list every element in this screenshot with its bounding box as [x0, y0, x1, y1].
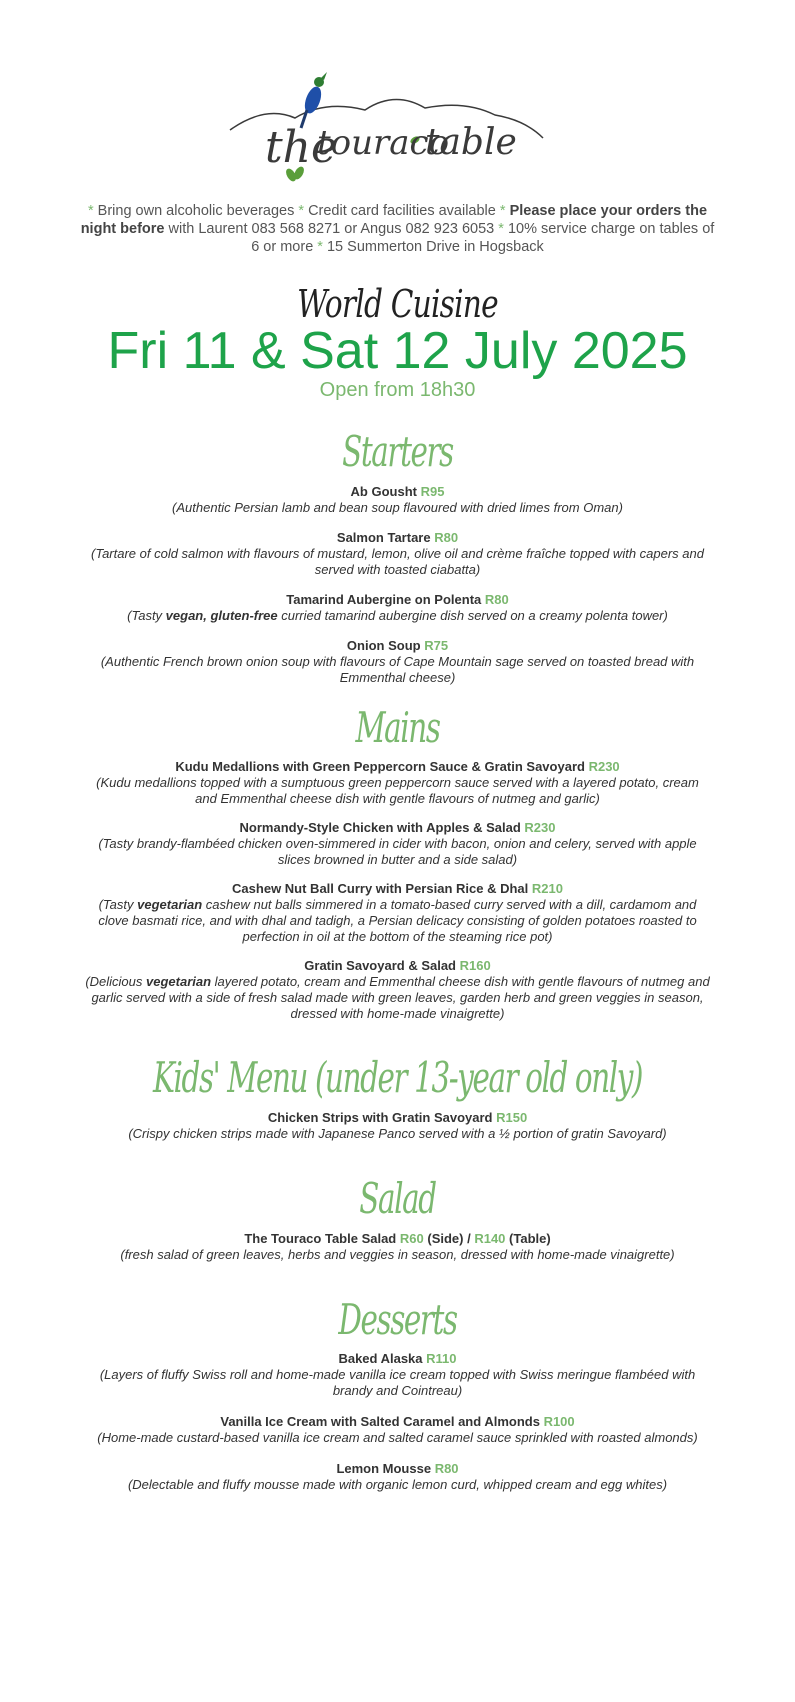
logo-text-table: table	[425, 122, 517, 163]
menu-item: Vanilla Ice Cream with Salted Caramel and Almonds R100 (Home-made custard-based vanilla ice cream and salted caramel sauce sprinkled with roasted almonds)	[97, 1414, 698, 1445]
cuisine-title: World Cuisine	[297, 282, 498, 326]
menu-item: Baked Alaska R110 (Layers of fluffy Swiss roll and home-made vanilla ice cream topped with Swiss meringue flambéed with brandy and Cointreau)	[99, 1351, 696, 1398]
menu-item: Tamarind Aubergine on Polenta R80 (Tasty vegan, gluten-free curried tamarind aubergine dish served on a creamy polenta tower)	[127, 592, 668, 623]
touraco-table-logo	[225, 70, 545, 195]
menu-item: Normandy-Style Chicken with Apples & Salad R230 (Tasty brandy-flambéed chicken oven-simmered in cider with bacon, onion and celery, served with apple slices browned in butter and a side salad)	[98, 820, 697, 867]
section-title-starters: Starters	[342, 427, 453, 476]
menu-item: Ab Gousht R95 (Authentic Persian lamb and bean soup flavoured with dried limes from Oman)	[172, 484, 623, 515]
menu-item: Lemon Mousse R80 (Delectable and fluffy mousse made with organic lemon curd, whipped cream and egg whites)	[127, 1461, 668, 1492]
opening-time: Open from 18h30	[319, 379, 476, 401]
menu-item: Kudu Medallions with Green Peppercorn Sauce & Gratin Savoyard R230 (Kudu medallions topped with a sumptuous green peppercorn sauce served with a layered potato, cream and Emmenthal cheese dish with gentle flavours of nutmeg and garlic)	[96, 759, 699, 806]
menu-item: Salmon Tartare R80 (Tartare of cold salmon with flavours of mustard, lemon, olive oil and crème fraîche topped with capers and served with toasted ciabatta)	[91, 530, 704, 577]
bird-icon	[301, 72, 327, 128]
menu-item: Chicken Strips with Gratin Savoyard R150 (Crispy chicken strips made with Japanese Panco served with a ½ portion of gratin Savoyard)	[128, 1110, 667, 1141]
info-text: * Bring own alcoholic beverages * Credit card facilities available * Please place your orders the night before with Laurent 083 568 8271 or Angus 082 923 6053 * 10% service charge on tables of 6 or more * 15 Summerton Drive in Hogsback	[80, 203, 715, 255]
event-dates: Fri 11 & Sat 12 July 2025	[107, 322, 688, 380]
logo-text-touraco: touraco	[317, 123, 450, 163]
section-title-kids: Kids' Menu (under 13-year old only)	[152, 1053, 643, 1102]
section-title-salad: Salad	[359, 1174, 436, 1223]
menu-item: The Touraco Table Salad R60 (Side) / R140 (Table) (fresh salad of green leaves, herbs and veggies in season, dressed with home-made vinaigrette)	[120, 1231, 675, 1262]
menu-item: Onion Soup R75 (Authentic French brown onion soup with flavours of Cape Mountain sage served on toasted bread with Emmenthal cheese)	[100, 638, 695, 685]
section-title-mains: Mains	[355, 703, 440, 752]
menu-item: Gratin Savoyard & Salad R160 (Delicious vegetarian layered potato, cream and Emmenthal cheese dish with gentle flavours of nutmeg and garlic served with a side of fresh salad made with green leaves, garden herb and green veggies in season, dressed with home-made vinaigrette)	[85, 958, 710, 1021]
logo-text-the: the	[265, 122, 338, 173]
section-title-desserts: Desserts	[338, 1295, 457, 1344]
menu-item: Cashew Nut Ball Curry with Persian Rice & Dhal R210 (Tasty vegetarian cashew nut balls simmered in a tomato-based curry served with a dill, cardamom and clove basmati rice, and with dhal and tadigh, a Persian delicacy consisting of golden potatoes roasted to perfection in oil at the bottom of the steaming rice pot)	[98, 881, 697, 944]
